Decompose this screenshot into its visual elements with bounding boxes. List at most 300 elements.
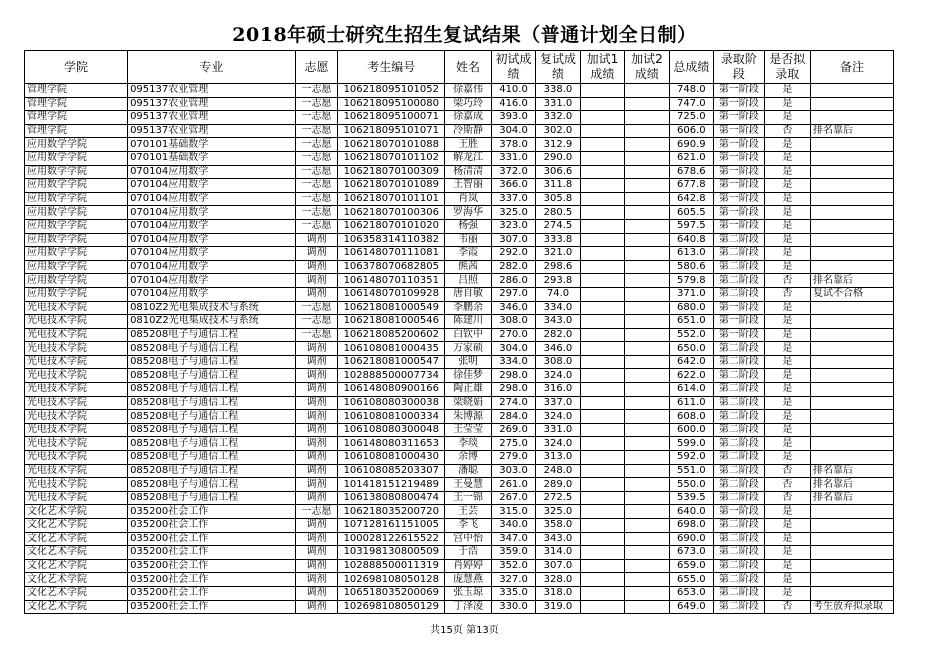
cell-total: 680.0: [669, 301, 713, 315]
cell-extra1: [580, 179, 624, 193]
cell-exam-no: 106218085200602: [338, 328, 445, 342]
cell-major: 085208电子与通信工程: [128, 478, 296, 492]
cell-extra2: [625, 287, 669, 301]
cell-remark: [811, 315, 894, 329]
cell-remark: [811, 573, 894, 587]
cell-preference: 一志愿: [295, 151, 337, 165]
cell-proposed: 否: [764, 478, 810, 492]
cell-proposed: 是: [764, 97, 810, 111]
cell-extra2: [625, 342, 669, 356]
cell-retest-score: 325.0: [536, 505, 580, 519]
cell-exam-no: 106378070682805: [338, 260, 445, 274]
cell-preference: 调剂: [295, 573, 337, 587]
cell-major: 085208电子与通信工程: [128, 451, 296, 465]
table-row: [25, 97, 894, 111]
cell-extra1: [580, 274, 624, 288]
cell-initial-score: 323.0: [491, 219, 535, 233]
cell-extra1: [580, 505, 624, 519]
cell-retest-score: 328.0: [536, 573, 580, 587]
cell-college: 文化艺术学院: [25, 532, 128, 546]
cell-preference: 调剂: [295, 369, 337, 383]
cell-college: 文化艺术学院: [25, 505, 128, 519]
cell-initial-score: 279.0: [491, 451, 535, 465]
table-row: [25, 369, 894, 383]
cell-proposed: 是: [764, 138, 810, 152]
cell-name: 李霞: [445, 247, 491, 261]
cell-major: 070104应用数学: [128, 260, 296, 274]
cell-stage: 第一阶段: [714, 179, 765, 193]
cell-exam-no: 106108081000430: [338, 451, 445, 465]
cell-proposed: 否: [764, 274, 810, 288]
cell-initial-score: 334.0: [491, 355, 535, 369]
cell-major: 035200社会工作: [128, 519, 296, 533]
cell-exam-no: 103198130800509: [338, 546, 445, 560]
cell-extra1: [580, 84, 624, 98]
cell-stage: 第二阶段: [714, 423, 765, 437]
page-title: 2018年硕士研究生招生复试结果（普通计划全日制）: [232, 24, 697, 46]
cell-stage: 第一阶段: [714, 124, 765, 138]
cell-college: 应用数学学院: [25, 151, 128, 165]
cell-total: 600.0: [669, 423, 713, 437]
table-row: [25, 451, 894, 465]
cell-extra2: [625, 383, 669, 397]
cell-stage: 第一阶段: [714, 328, 765, 342]
table-row: [25, 519, 894, 533]
table-row: [25, 84, 894, 98]
cell-major: 070101基础数学: [128, 138, 296, 152]
cell-initial-score: 298.0: [491, 383, 535, 397]
cell-remark: [811, 559, 894, 573]
cell-name: 王芸: [445, 505, 491, 519]
cell-stage: 第二阶段: [714, 410, 765, 424]
cell-initial-score: 282.0: [491, 260, 535, 274]
cell-name: 王曼慧: [445, 478, 491, 492]
cell-proposed: 是: [764, 559, 810, 573]
cell-remark: [811, 505, 894, 519]
cell-major: 070101基础数学: [128, 151, 296, 165]
cell-preference: 一志愿: [295, 328, 337, 342]
cell-initial-score: 335.0: [491, 586, 535, 600]
cell-stage: 第二阶段: [714, 532, 765, 546]
cell-name: 张玉琼: [445, 586, 491, 600]
cell-preference: 一志愿: [295, 165, 337, 179]
cell-extra2: [625, 491, 669, 505]
cell-retest-score: 324.0: [536, 437, 580, 451]
cell-proposed: 是: [764, 260, 810, 274]
cell-major: 0810Z2光电集成技术与系统: [128, 315, 296, 329]
cell-preference: 调剂: [295, 491, 337, 505]
cell-name: 王莹莹: [445, 423, 491, 437]
cell-total: 673.0: [669, 546, 713, 560]
cell-name: 徐嘉伟: [445, 84, 491, 98]
table-row: [25, 301, 894, 315]
cell-total: 580.6: [669, 260, 713, 274]
cell-extra2: [625, 111, 669, 125]
cell-remark: [811, 233, 894, 247]
cell-initial-score: 315.0: [491, 505, 535, 519]
cell-preference: 调剂: [295, 342, 337, 356]
header-preference: 志愿: [295, 51, 337, 84]
cell-exam-no: 102698108050129: [338, 600, 445, 614]
table-row: [25, 464, 894, 478]
cell-extra1: [580, 478, 624, 492]
cell-college: 应用数学学院: [25, 247, 128, 261]
cell-major: 095137农业管理: [128, 84, 296, 98]
cell-college: 应用数学学院: [25, 138, 128, 152]
cell-preference: 调剂: [295, 423, 337, 437]
cell-proposed: 是: [764, 546, 810, 560]
cell-extra1: [580, 532, 624, 546]
cell-remark: 考生放弃拟录取: [811, 600, 894, 614]
cell-extra2: [625, 410, 669, 424]
cell-total: 725.0: [669, 111, 713, 125]
cell-remark: [811, 179, 894, 193]
header-proposed: 是否拟录取: [764, 51, 810, 84]
cell-extra1: [580, 233, 624, 247]
cell-retest-score: 311.8: [536, 179, 580, 193]
cell-retest-score: 319.0: [536, 600, 580, 614]
cell-major: 085208电子与通信工程: [128, 396, 296, 410]
table-row: [25, 396, 894, 410]
cell-extra1: [580, 138, 624, 152]
cell-major: 070104应用数学: [128, 206, 296, 220]
header-extra1: 加试1成绩: [580, 51, 624, 84]
cell-college: 光电技术学院: [25, 423, 128, 437]
cell-retest-score: 305.8: [536, 192, 580, 206]
cell-preference: 一志愿: [295, 97, 337, 111]
cell-extra1: [580, 464, 624, 478]
cell-college: 应用数学学院: [25, 192, 128, 206]
cell-college: 光电技术学院: [25, 301, 128, 315]
cell-preference: 调剂: [295, 600, 337, 614]
cell-total: 597.5: [669, 219, 713, 233]
table-row: [25, 437, 894, 451]
table-row: [25, 383, 894, 397]
table-header-row: [25, 51, 894, 84]
cell-retest-score: 302.0: [536, 124, 580, 138]
cell-exam-no: 102698108050128: [338, 573, 445, 587]
cell-retest-score: 338.0: [536, 84, 580, 98]
cell-exam-no: 106218081000546: [338, 315, 445, 329]
cell-total: 579.8: [669, 274, 713, 288]
cell-extra1: [580, 546, 624, 560]
cell-major: 070104应用数学: [128, 274, 296, 288]
cell-proposed: 是: [764, 573, 810, 587]
cell-stage: 第二阶段: [714, 464, 765, 478]
cell-retest-score: 321.0: [536, 247, 580, 261]
cell-extra1: [580, 573, 624, 587]
cell-remark: [811, 451, 894, 465]
cell-proposed: 是: [764, 586, 810, 600]
cell-remark: [811, 301, 894, 315]
cell-remark: [811, 519, 894, 533]
cell-name: 李琰: [445, 437, 491, 451]
cell-extra2: [625, 206, 669, 220]
cell-initial-score: 308.0: [491, 315, 535, 329]
cell-stage: 第二阶段: [714, 260, 765, 274]
cell-total: 653.0: [669, 586, 713, 600]
header-name: 姓名: [445, 51, 491, 84]
cell-major: 085208电子与通信工程: [128, 491, 296, 505]
table-row: [25, 179, 894, 193]
cell-exam-no: 100028122615522: [338, 532, 445, 546]
table-row: [25, 206, 894, 220]
cell-college: 文化艺术学院: [25, 519, 128, 533]
cell-initial-score: 359.0: [491, 546, 535, 560]
table-row: [25, 260, 894, 274]
cell-exam-no: 106218070101102: [338, 151, 445, 165]
cell-extra2: [625, 260, 669, 274]
table-row: [25, 111, 894, 125]
cell-total: 690.9: [669, 138, 713, 152]
cell-proposed: 是: [764, 165, 810, 179]
cell-college: 光电技术学院: [25, 355, 128, 369]
cell-preference: 调剂: [295, 410, 337, 424]
cell-college: 光电技术学院: [25, 342, 128, 356]
cell-stage: 第一阶段: [714, 97, 765, 111]
cell-total: 651.0: [669, 315, 713, 329]
cell-remark: [811, 111, 894, 125]
cell-extra1: [580, 369, 624, 383]
cell-extra1: [580, 124, 624, 138]
header-major: 专业: [128, 51, 296, 84]
cell-proposed: 是: [764, 233, 810, 247]
cell-college: 文化艺术学院: [25, 600, 128, 614]
cell-total: 621.0: [669, 151, 713, 165]
cell-preference: 调剂: [295, 287, 337, 301]
cell-extra2: [625, 586, 669, 600]
cell-total: 551.0: [669, 464, 713, 478]
cell-retest-score: 306.6: [536, 165, 580, 179]
header-initial-score: 初试成绩: [491, 51, 535, 84]
cell-retest-score: 358.0: [536, 519, 580, 533]
cell-name: 万家硕: [445, 342, 491, 356]
cell-name: 宫中怡: [445, 532, 491, 546]
header-total: 总成绩: [669, 51, 713, 84]
cell-initial-score: 303.0: [491, 464, 535, 478]
cell-name: 白钦中: [445, 328, 491, 342]
cell-exam-no: 106148070111081: [338, 247, 445, 261]
cell-name: 徐嘉成: [445, 111, 491, 125]
cell-proposed: 是: [764, 342, 810, 356]
cell-stage: 第二阶段: [714, 491, 765, 505]
cell-stage: 第二阶段: [714, 247, 765, 261]
table-row: [25, 573, 894, 587]
cell-college: 光电技术学院: [25, 315, 128, 329]
cell-major: 095137农业管理: [128, 111, 296, 125]
cell-remark: [811, 84, 894, 98]
cell-proposed: 是: [764, 519, 810, 533]
cell-exam-no: 106218095101052: [338, 84, 445, 98]
cell-extra1: [580, 219, 624, 233]
cell-stage: 第一阶段: [714, 151, 765, 165]
table-row: [25, 423, 894, 437]
cell-major: 085208电子与通信工程: [128, 328, 296, 342]
cell-name: 王胜: [445, 138, 491, 152]
cell-extra2: [625, 138, 669, 152]
cell-extra2: [625, 532, 669, 546]
cell-extra1: [580, 301, 624, 315]
cell-name: 潘聪: [445, 464, 491, 478]
cell-proposed: 是: [764, 396, 810, 410]
cell-remark: [811, 260, 894, 274]
cell-preference: 一志愿: [295, 315, 337, 329]
cell-stage: 第二阶段: [714, 573, 765, 587]
cell-name: 吕照: [445, 274, 491, 288]
cell-exam-no: 102888500007734: [338, 369, 445, 383]
cell-retest-score: 274.5: [536, 219, 580, 233]
cell-total: 640.0: [669, 505, 713, 519]
cell-retest-score: 331.0: [536, 423, 580, 437]
table-row: [25, 315, 894, 329]
cell-stage: 第一阶段: [714, 192, 765, 206]
cell-total: 592.0: [669, 451, 713, 465]
cell-major: 070104应用数学: [128, 287, 296, 301]
cell-remark: 复试不合格: [811, 287, 894, 301]
cell-exam-no: 106148070110351: [338, 274, 445, 288]
cell-exam-no: 106108080300038: [338, 396, 445, 410]
results-table: [24, 50, 894, 614]
cell-proposed: 否: [764, 287, 810, 301]
cell-proposed: 是: [764, 315, 810, 329]
cell-proposed: 否: [764, 491, 810, 505]
table-body: [25, 84, 894, 614]
cell-extra1: [580, 97, 624, 111]
cell-stage: 第二阶段: [714, 546, 765, 560]
cell-preference: 调剂: [295, 396, 337, 410]
cell-preference: 调剂: [295, 546, 337, 560]
cell-name: 张明: [445, 355, 491, 369]
cell-major: 035200社会工作: [128, 532, 296, 546]
cell-retest-score: 324.0: [536, 410, 580, 424]
cell-initial-score: 416.0: [491, 97, 535, 111]
cell-extra1: [580, 287, 624, 301]
cell-major: 085208电子与通信工程: [128, 383, 296, 397]
cell-stage: 第一阶段: [714, 301, 765, 315]
cell-retest-score: 290.0: [536, 151, 580, 165]
cell-preference: 一志愿: [295, 84, 337, 98]
cell-remark: 排名靠后: [811, 478, 894, 492]
cell-major: 035200社会工作: [128, 573, 296, 587]
cell-proposed: 是: [764, 111, 810, 125]
cell-initial-score: 366.0: [491, 179, 535, 193]
cell-stage: 第二阶段: [714, 586, 765, 600]
cell-extra2: [625, 355, 669, 369]
cell-retest-score: 74.0: [536, 287, 580, 301]
cell-name: 朱博源: [445, 410, 491, 424]
cell-initial-score: 292.0: [491, 247, 535, 261]
cell-name: 唐自敏: [445, 287, 491, 301]
table-row: [25, 600, 894, 614]
cell-initial-score: 393.0: [491, 111, 535, 125]
table-row: [25, 233, 894, 247]
cell-exam-no: 106148070109928: [338, 287, 445, 301]
table-row: [25, 478, 894, 492]
cell-stage: 第一阶段: [714, 206, 765, 220]
cell-stage: 第一阶段: [714, 219, 765, 233]
cell-major: 035200社会工作: [128, 600, 296, 614]
cell-stage: 第一阶段: [714, 315, 765, 329]
cell-extra2: [625, 97, 669, 111]
cell-initial-score: 337.0: [491, 192, 535, 206]
cell-extra2: [625, 573, 669, 587]
cell-initial-score: 286.0: [491, 274, 535, 288]
cell-extra1: [580, 410, 624, 424]
cell-initial-score: 284.0: [491, 410, 535, 424]
cell-initial-score: 270.0: [491, 328, 535, 342]
cell-preference: 调剂: [295, 233, 337, 247]
cell-stage: 第二阶段: [714, 383, 765, 397]
cell-retest-score: 248.0: [536, 464, 580, 478]
cell-major: 085208电子与通信工程: [128, 342, 296, 356]
cell-college: 应用数学学院: [25, 219, 128, 233]
cell-proposed: 是: [764, 355, 810, 369]
cell-initial-score: 352.0: [491, 559, 535, 573]
cell-extra2: [625, 315, 669, 329]
cell-stage: 第一阶段: [714, 165, 765, 179]
cell-total: 747.0: [669, 97, 713, 111]
cell-exam-no: 106218070100306: [338, 206, 445, 220]
cell-exam-no: 106358314110382: [338, 233, 445, 247]
cell-college: 光电技术学院: [25, 451, 128, 465]
cell-retest-score: 313.0: [536, 451, 580, 465]
cell-name: 余博: [445, 451, 491, 465]
cell-proposed: 否: [764, 600, 810, 614]
cell-major: 070104应用数学: [128, 179, 296, 193]
cell-retest-score: 282.0: [536, 328, 580, 342]
cell-remark: [811, 138, 894, 152]
cell-name: 庞慧燕: [445, 573, 491, 587]
cell-preference: 调剂: [295, 586, 337, 600]
cell-college: 光电技术学院: [25, 369, 128, 383]
cell-stage: 第一阶段: [714, 111, 765, 125]
cell-extra2: [625, 328, 669, 342]
cell-remark: [811, 369, 894, 383]
cell-extra1: [580, 559, 624, 573]
cell-exam-no: 106218070101020: [338, 219, 445, 233]
cell-extra1: [580, 600, 624, 614]
cell-retest-score: 289.0: [536, 478, 580, 492]
cell-major: 070104应用数学: [128, 165, 296, 179]
cell-exam-no: 106218095100080: [338, 97, 445, 111]
cell-name: 王智丽: [445, 179, 491, 193]
cell-college: 管理学院: [25, 111, 128, 125]
cell-remark: [811, 342, 894, 356]
cell-exam-no: 106108081000334: [338, 410, 445, 424]
cell-college: 应用数学学院: [25, 233, 128, 247]
cell-remark: [811, 151, 894, 165]
cell-proposed: 是: [764, 179, 810, 193]
cell-proposed: 是: [764, 505, 810, 519]
cell-extra2: [625, 247, 669, 261]
cell-remark: [811, 219, 894, 233]
cell-total: 642.8: [669, 192, 713, 206]
cell-extra1: [580, 342, 624, 356]
cell-exam-no: 106108080300048: [338, 423, 445, 437]
cell-college: 光电技术学院: [25, 478, 128, 492]
cell-preference: 调剂: [295, 355, 337, 369]
cell-extra1: [580, 423, 624, 437]
cell-preference: 一志愿: [295, 301, 337, 315]
cell-college: 光电技术学院: [25, 410, 128, 424]
cell-retest-score: 308.0: [536, 355, 580, 369]
cell-stage: 第二阶段: [714, 478, 765, 492]
cell-retest-score: 298.6: [536, 260, 580, 274]
cell-remark: [811, 355, 894, 369]
table-row: [25, 192, 894, 206]
cell-remark: [811, 247, 894, 261]
cell-proposed: 是: [764, 328, 810, 342]
